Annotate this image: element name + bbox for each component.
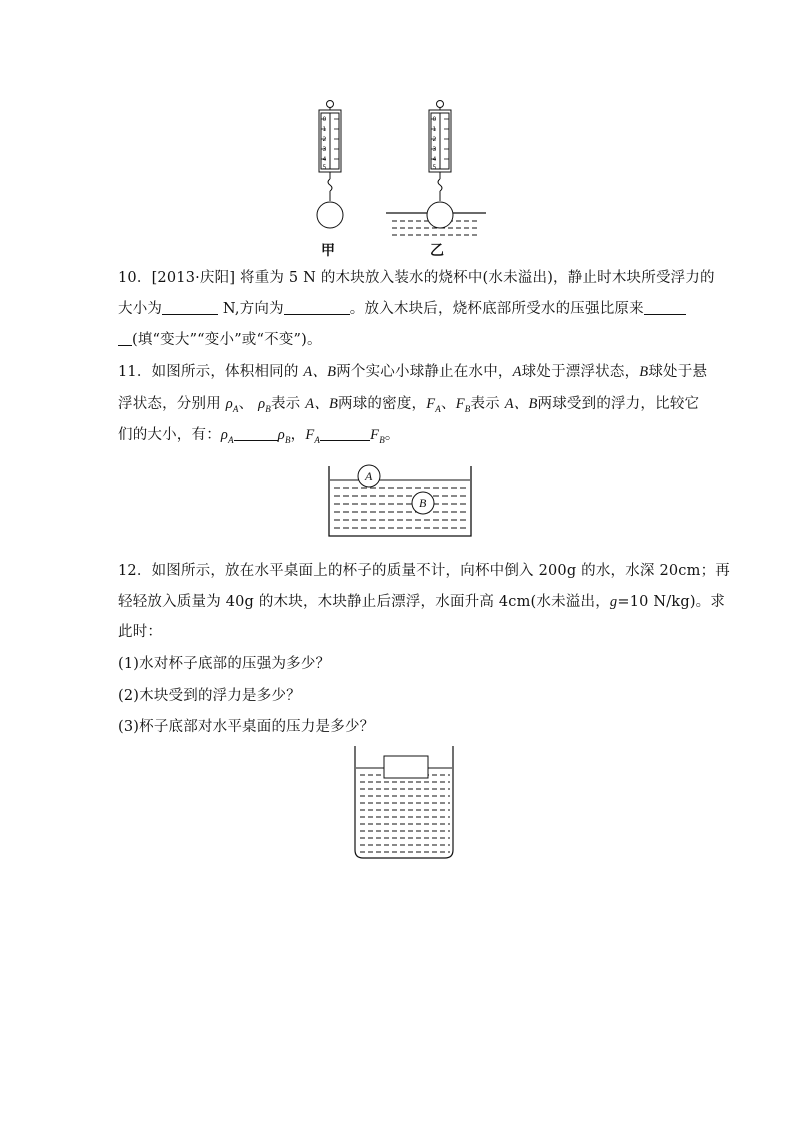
answer-blank[interactable] [234, 426, 278, 441]
balls-in-water-figure [328, 458, 472, 538]
cup-with-block-figure [352, 744, 456, 860]
svg-text:5: 5 [432, 164, 437, 171]
q12-line-2: 轻轻放入质量为 40g 的木块，木块静止后漂浮，水面升高 4cm(水未溢出，g=10 N/kg)。求 [118, 594, 726, 610]
answer-blank[interactable] [118, 331, 132, 346]
svg-text:4: 4 [322, 156, 327, 163]
q10-line-2: 大小为 N,方向为 。放入木块后，烧杯底部所受水的压强比原来 [118, 299, 686, 319]
answer-blank[interactable] [644, 300, 686, 315]
spring-scale-left [317, 101, 343, 229]
answer-blank[interactable] [320, 426, 370, 441]
svg-text:1: 1 [432, 126, 437, 133]
svg-text:4: 4 [432, 156, 437, 163]
svg-text:A: A [365, 469, 373, 483]
q12-line-3: 此时： [118, 624, 163, 640]
q11-line-2: 浮状态，分别用 $\rho_A$、 $\rho_B$表示 A、B两球的密度，$F_A$、$F_B$表示 A、B两球受到的浮力，比较它 [118, 396, 700, 414]
q12-sub-1: (1)水对杯子底部的压强为多少？ [118, 656, 331, 672]
q10-line-3: (填“变大”“变小”或“不变”)。 [118, 330, 322, 350]
svg-text:0: 0 [322, 116, 327, 123]
figure-label-yi: 乙 [430, 243, 444, 259]
wood-block [384, 756, 428, 778]
svg-text:3: 3 [432, 146, 437, 153]
answer-blank[interactable] [162, 300, 218, 315]
svg-text:B: B [419, 496, 427, 510]
q12-sub-3: (3)杯子底部对水平桌面的压力是多少？ [118, 719, 375, 735]
q11-line-1: 11．如图所示，体积相同的 A、B两个实心小球静止在水中，A球处于漂浮状态，B球处于悬 [118, 364, 708, 380]
answer-blank[interactable] [284, 300, 350, 315]
q10-line-1: 10．[2013·庆阳] 将重为 5 N 的木块放入装水的烧杯中(水未溢出)，静止时木块所受浮力的 [118, 270, 715, 286]
svg-text:5: 5 [322, 164, 327, 171]
svg-text:2: 2 [322, 136, 327, 143]
q12-line-1: 12．如图所示，放在水平桌面上的杯子的质量不计，向杯中倒入 200g 的水，水深 20cm；再 [118, 563, 730, 579]
svg-text:1: 1 [322, 126, 327, 133]
svg-text:2: 2 [432, 136, 437, 143]
svg-text:0: 0 [432, 116, 437, 123]
svg-text:3: 3 [322, 146, 327, 153]
q11-line-3: 们的大小，有：$\rho_A$ $\rho_B$，$F_A$ $F_B$。 [118, 427, 400, 445]
q12-sub-2: (2)木块受到的浮力是多少？ [118, 688, 301, 704]
figure-label-jia: 甲 [321, 243, 335, 259]
